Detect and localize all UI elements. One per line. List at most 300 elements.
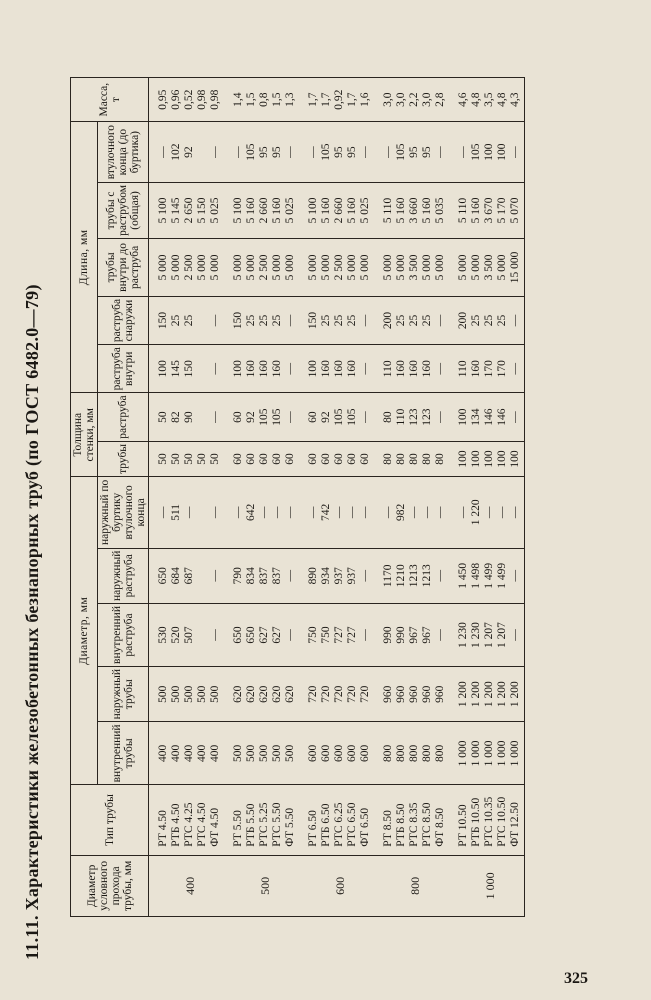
cell-d-out: 620 (245, 666, 258, 721)
cell-d-in: 400 (170, 722, 183, 785)
cell-d-out-s: — (284, 548, 299, 603)
cell-d-in-s: 727 (346, 604, 359, 667)
cell-l-pipe: 5 000 (149, 238, 171, 296)
cell-d-sleeve: — (408, 477, 421, 548)
cell-d-in-s: 520 (170, 604, 183, 667)
table-row (333, 78, 346, 917)
cell-d-sleeve: — (374, 477, 395, 548)
table-row (209, 78, 224, 917)
cell-type: ФТ 4.50 (209, 785, 224, 855)
cell-d-sleeve: — (483, 477, 496, 548)
cell-w-pipe: 100 (470, 441, 483, 476)
cell-l-total: 2 660 (258, 182, 271, 238)
cell-d-out-s: 684 (170, 548, 183, 603)
cell-l-sleeve: — (434, 122, 449, 183)
table-row (408, 78, 421, 917)
cell-mass: 4,8 (496, 78, 509, 122)
cell-w-pipe: 50 (149, 441, 171, 476)
cell-w-socket: 50 (149, 393, 171, 441)
cell-d-out: 620 (284, 666, 299, 721)
cell-l-pipe: 5 000 (470, 238, 483, 296)
cell-w-socket: 105 (333, 393, 346, 441)
cell-l-sleeve: 92 (183, 122, 196, 183)
header-wall-socket: раструба (98, 393, 149, 441)
cell-l-pipe: 5 000 (284, 238, 299, 296)
cell-mass: 1,4 (224, 78, 245, 122)
table-row (245, 78, 258, 917)
cell-l-s-out: 200 (449, 296, 470, 344)
cell-d-in: 500 (224, 722, 245, 785)
cell-d-sleeve: 642 (245, 477, 258, 548)
cell-w-pipe: 60 (333, 441, 346, 476)
cell-mass: 0,92 (333, 78, 346, 122)
cell-l-pipe: 5 000 (359, 238, 374, 296)
cell-d-in-s: 627 (271, 604, 284, 667)
cell-d-out-s: 837 (258, 548, 271, 603)
cond-diameter-cell: 800 (374, 855, 449, 916)
table-row (170, 78, 183, 917)
cell-type: РТС 10.35 (483, 785, 496, 855)
cell-w-socket: 90 (183, 393, 196, 441)
cell-w-pipe: 100 (496, 441, 509, 476)
cell-l-s-in (196, 345, 209, 393)
cell-type: РТС 10.50 (496, 785, 509, 855)
cell-mass: 1,7 (320, 78, 333, 122)
cell-d-out: 720 (299, 666, 320, 721)
header-socket-inner: раструба внутри (98, 345, 149, 393)
cell-d-in: 1 000 (449, 722, 470, 785)
cell-mass: 0,52 (183, 78, 196, 122)
table-row (183, 78, 196, 917)
cell-d-in: 1 000 (496, 722, 509, 785)
cell-d-in: 600 (320, 722, 333, 785)
table-row (359, 78, 374, 917)
header-socket-outer: раструба снаружи (98, 296, 149, 344)
cell-w-socket: 60 (224, 393, 245, 441)
cell-w-socket: — (509, 393, 525, 441)
cell-l-s-in: — (359, 345, 374, 393)
cell-l-pipe: 5 000 (271, 238, 284, 296)
cell-l-s-out (196, 296, 209, 344)
cell-d-out-s: 890 (299, 548, 320, 603)
cell-w-pipe: 60 (320, 441, 333, 476)
cell-mass: 0,95 (149, 78, 171, 122)
cell-d-in: 600 (359, 722, 374, 785)
cell-d-sleeve: — (421, 477, 434, 548)
cell-l-s-in: 110 (374, 345, 395, 393)
cell-w-pipe: 50 (170, 441, 183, 476)
pipes-table (70, 77, 525, 917)
cell-d-in: 500 (245, 722, 258, 785)
table-row (320, 78, 333, 917)
cell-d-sleeve: 1 220 (470, 477, 483, 548)
cell-l-s-in: 160 (320, 345, 333, 393)
cell-l-sleeve: 105 (320, 122, 333, 183)
cell-type: РТС 6.25 (333, 785, 346, 855)
cell-l-total: 3 660 (408, 182, 421, 238)
cell-l-sleeve: 95 (271, 122, 284, 183)
cell-d-sleeve: — (449, 477, 470, 548)
cell-w-pipe: 60 (346, 441, 359, 476)
cell-l-s-out: 25 (421, 296, 434, 344)
table-row (470, 78, 483, 917)
cell-l-pipe: 2 500 (333, 238, 346, 296)
table-row (149, 78, 171, 917)
cell-d-out-s: 1213 (408, 548, 421, 603)
cell-l-s-in: 100 (224, 345, 245, 393)
cell-l-sleeve: 102 (170, 122, 183, 183)
cell-l-total: 5 100 (224, 182, 245, 238)
cell-l-total: 3 670 (483, 182, 496, 238)
cell-l-s-in: 160 (395, 345, 408, 393)
cell-w-socket: 82 (170, 393, 183, 441)
header-mass: Масса, т (71, 78, 149, 122)
cell-w-pipe: 80 (434, 441, 449, 476)
cell-l-s-out: 150 (299, 296, 320, 344)
cell-d-sleeve: — (333, 477, 346, 548)
cell-l-pipe: 5 000 (374, 238, 395, 296)
cell-d-sleeve: — (224, 477, 245, 548)
cell-d-out-s: 1 450 (449, 548, 470, 603)
cell-w-pipe: 50 (209, 441, 224, 476)
cell-d-out-s: 1210 (395, 548, 408, 603)
cell-l-sleeve: 100 (496, 122, 509, 183)
cond-diameter-cell: 1 000 (449, 855, 525, 916)
cell-d-in-s: 967 (421, 604, 434, 667)
cell-d-in: 500 (271, 722, 284, 785)
cond-diameter-cell: 400 (149, 855, 225, 916)
cell-w-pipe: 50 (196, 441, 209, 476)
cell-l-total: 5 160 (470, 182, 483, 238)
cell-w-pipe: 100 (483, 441, 496, 476)
cell-d-in-s: 650 (245, 604, 258, 667)
cell-l-s-out: 25 (183, 296, 196, 344)
cell-l-sleeve: — (509, 122, 525, 183)
cell-w-pipe: 60 (258, 441, 271, 476)
cell-d-out-s: 1170 (374, 548, 395, 603)
cell-l-s-in: 160 (333, 345, 346, 393)
cell-l-pipe: 5 000 (209, 238, 224, 296)
cell-type: РТ 8.50 (374, 785, 395, 855)
cell-d-in-s: 1 207 (483, 604, 496, 667)
cell-d-in-s: — (359, 604, 374, 667)
cell-l-pipe: 5 000 (170, 238, 183, 296)
cell-l-s-in: — (284, 345, 299, 393)
cell-l-pipe: 5 000 (245, 238, 258, 296)
cell-l-s-out: 25 (170, 296, 183, 344)
table-row (284, 78, 299, 917)
cell-d-sleeve: — (346, 477, 359, 548)
cell-l-s-out: 25 (395, 296, 408, 344)
cell-l-sleeve: — (224, 122, 245, 183)
cell-l-s-out: 25 (258, 296, 271, 344)
cell-d-out-s: 937 (346, 548, 359, 603)
cell-d-sleeve: — (284, 477, 299, 548)
cell-mass: 2,2 (408, 78, 421, 122)
cell-l-s-out: 25 (483, 296, 496, 344)
cell-l-pipe: 5 000 (395, 238, 408, 296)
cell-d-in-s: 530 (149, 604, 171, 667)
cell-d-sleeve: — (299, 477, 320, 548)
cell-l-total: 2 650 (183, 182, 196, 238)
cell-d-in-s: — (509, 604, 525, 667)
table-row (496, 78, 509, 917)
cell-l-pipe: 3 500 (408, 238, 421, 296)
cell-type: РТ 5.50 (224, 785, 245, 855)
cell-type: РТС 5.50 (271, 785, 284, 855)
cell-w-pipe: 60 (271, 441, 284, 476)
cell-d-out: 500 (196, 666, 209, 721)
cell-d-out: 960 (421, 666, 434, 721)
cond-diameter-cell: 500 (224, 855, 299, 916)
cell-l-sleeve: 95 (346, 122, 359, 183)
cell-l-pipe: 2 500 (183, 238, 196, 296)
cell-l-s-in: 160 (346, 345, 359, 393)
cell-d-out: 960 (408, 666, 421, 721)
cell-d-in: 400 (196, 722, 209, 785)
cell-w-socket: 105 (271, 393, 284, 441)
cell-l-pipe: 5 000 (421, 238, 434, 296)
cell-w-pipe: 80 (395, 441, 408, 476)
cell-l-sleeve: — (359, 122, 374, 183)
cell-d-in-s: 1 207 (496, 604, 509, 667)
cell-w-socket: — (284, 393, 299, 441)
header-pipe-inside-socket: трубы внутри до раструба (98, 238, 149, 296)
cell-l-s-out: 150 (224, 296, 245, 344)
table-row (509, 78, 525, 917)
cell-type: ФТ 6.50 (359, 785, 374, 855)
cell-w-socket: 80 (374, 393, 395, 441)
cell-d-sleeve: — (434, 477, 449, 548)
cell-type: РТС 4.50 (196, 785, 209, 855)
cell-d-out: 960 (434, 666, 449, 721)
cell-w-pipe: 80 (374, 441, 395, 476)
cell-w-pipe: 100 (449, 441, 470, 476)
cell-type: РТ 4.50 (149, 785, 171, 855)
cell-d-out: 620 (271, 666, 284, 721)
cell-d-out: 1 200 (483, 666, 496, 721)
cell-d-out: 960 (374, 666, 395, 721)
cell-d-in: 800 (408, 722, 421, 785)
cell-d-out: 1 200 (470, 666, 483, 721)
cell-w-socket: 146 (496, 393, 509, 441)
cond-diameter-cell: 600 (299, 855, 374, 916)
cell-w-socket: 146 (483, 393, 496, 441)
cell-d-sleeve: — (496, 477, 509, 548)
cell-mass: 4,6 (449, 78, 470, 122)
header-diameter: Диаметр, мм (71, 477, 98, 785)
cell-w-pipe: 60 (359, 441, 374, 476)
cell-l-s-out: 25 (271, 296, 284, 344)
table-title: 11.11. Характеристики железобетонных безнапорных труб (по ГОСТ 6482.0—79) (22, 284, 42, 960)
cell-d-in: 600 (346, 722, 359, 785)
cell-d-out-s (196, 548, 209, 603)
header-row-1 (71, 78, 98, 917)
cell-w-socket: — (434, 393, 449, 441)
cell-l-total: 5 025 (284, 182, 299, 238)
cell-type: РТС 4.25 (183, 785, 196, 855)
cell-l-s-in: 170 (496, 345, 509, 393)
cell-l-s-out: — (434, 296, 449, 344)
cell-l-total: 5 160 (346, 182, 359, 238)
cell-d-out-s: 934 (320, 548, 333, 603)
cell-type: РТ 10.50 (449, 785, 470, 855)
cell-l-s-out: — (509, 296, 525, 344)
cell-l-pipe: 5 000 (449, 238, 470, 296)
cell-l-pipe: 5 000 (496, 238, 509, 296)
cell-w-socket: — (209, 393, 224, 441)
cell-d-in: 1 000 (470, 722, 483, 785)
cell-l-sleeve: — (209, 122, 224, 183)
header-wall-pipe: трубы (98, 441, 149, 476)
header-wall: Толщина стенки, мм (71, 393, 98, 477)
cell-mass: 1,6 (359, 78, 374, 122)
cell-d-in-s: 990 (395, 604, 408, 667)
cell-l-pipe: 5 000 (320, 238, 333, 296)
cell-l-s-in: 150 (183, 345, 196, 393)
table-row (421, 78, 434, 917)
cell-l-s-in: 160 (245, 345, 258, 393)
cell-l-s-out: — (209, 296, 224, 344)
cell-w-pipe: 60 (299, 441, 320, 476)
cell-d-in: 600 (299, 722, 320, 785)
table-row (271, 78, 284, 917)
cell-l-pipe: 5 000 (224, 238, 245, 296)
cell-d-in-s: — (434, 604, 449, 667)
cell-d-sleeve: — (149, 477, 171, 548)
header-sleeve-end: втулочного конца (до буртика) (98, 122, 149, 183)
cell-mass: 1,3 (284, 78, 299, 122)
cell-type: РТ 6.50 (299, 785, 320, 855)
cell-d-in-s: — (209, 604, 224, 667)
cell-type: РТС 8.35 (408, 785, 421, 855)
cell-d-out: 500 (209, 666, 224, 721)
cell-w-socket: 123 (421, 393, 434, 441)
cell-d-in: 500 (284, 722, 299, 785)
cell-l-pipe: 15 000 (509, 238, 525, 296)
table-row (224, 78, 245, 917)
table-row (374, 78, 395, 917)
cell-l-total: 5 100 (149, 182, 171, 238)
table-row (258, 78, 271, 917)
cell-d-sleeve: 982 (395, 477, 408, 548)
cell-d-out-s: — (359, 548, 374, 603)
cell-l-s-in: 160 (421, 345, 434, 393)
cell-l-total: 5 160 (245, 182, 258, 238)
cell-w-socket: — (359, 393, 374, 441)
cell-type: РТС 5.25 (258, 785, 271, 855)
cell-type: РТБ 4.50 (170, 785, 183, 855)
cell-w-pipe: 60 (224, 441, 245, 476)
cell-d-out-s: 790 (224, 548, 245, 603)
cell-type: РТБ 5.50 (245, 785, 258, 855)
cell-d-in: 800 (434, 722, 449, 785)
header-outer-sleeve: наружный по буртику втулочного конца (98, 477, 149, 548)
cell-w-pipe: 60 (245, 441, 258, 476)
cell-d-out: 620 (224, 666, 245, 721)
cell-l-pipe: 5 000 (346, 238, 359, 296)
cell-l-sleeve: — (449, 122, 470, 183)
cell-d-in: 1 000 (509, 722, 525, 785)
cell-l-pipe: 5 000 (299, 238, 320, 296)
cell-l-sleeve: 100 (483, 122, 496, 183)
cell-d-out: 720 (333, 666, 346, 721)
header-pipe-with-socket: трубы с раструбом (общая) (98, 182, 149, 238)
cell-w-pipe: 60 (284, 441, 299, 476)
cell-w-socket: 92 (245, 393, 258, 441)
cell-l-s-in: 110 (449, 345, 470, 393)
cell-type: ФТ 12.50 (509, 785, 525, 855)
cell-d-sleeve: — (271, 477, 284, 548)
cell-l-s-out: 25 (470, 296, 483, 344)
cell-l-pipe: 5 000 (434, 238, 449, 296)
cell-l-sleeve (196, 122, 209, 183)
cell-mass: 1,7 (299, 78, 320, 122)
cell-d-sleeve: — (359, 477, 374, 548)
cell-d-out-s: 1213 (421, 548, 434, 603)
cell-d-in: 1 000 (483, 722, 496, 785)
cell-type: РТБ 6.50 (320, 785, 333, 855)
cell-d-out-s: — (509, 548, 525, 603)
cell-d-sleeve: — (209, 477, 224, 548)
page-number: 325 (564, 970, 588, 987)
cell-l-total: 5 170 (496, 182, 509, 238)
table-row (346, 78, 359, 917)
cell-l-s-out: 25 (333, 296, 346, 344)
cell-d-in-s (196, 604, 209, 667)
table-row (196, 78, 209, 917)
cell-mass: 0,98 (209, 78, 224, 122)
cell-l-sleeve: — (299, 122, 320, 183)
cell-d-out-s: 837 (271, 548, 284, 603)
cell-mass: 3,0 (374, 78, 395, 122)
cell-type: ФТ 8.50 (434, 785, 449, 855)
cell-w-pipe: 80 (421, 441, 434, 476)
cell-mass: 0,96 (170, 78, 183, 122)
cell-type: РТБ 10.50 (470, 785, 483, 855)
cell-l-s-in: 170 (483, 345, 496, 393)
cell-w-socket: 110 (395, 393, 408, 441)
cell-mass: 0,98 (196, 78, 209, 122)
cell-l-s-in: — (434, 345, 449, 393)
cell-l-total: 5 110 (374, 182, 395, 238)
cell-l-total: 5 160 (271, 182, 284, 238)
cell-l-sleeve: — (284, 122, 299, 183)
cell-l-total: 2 660 (333, 182, 346, 238)
cell-l-total: 5 110 (449, 182, 470, 238)
cell-d-out: 720 (359, 666, 374, 721)
cell-w-socket: 100 (449, 393, 470, 441)
cell-l-s-out: 25 (320, 296, 333, 344)
cell-d-out-s: 834 (245, 548, 258, 603)
cell-l-total: 5 025 (359, 182, 374, 238)
cell-l-total: 5 160 (421, 182, 434, 238)
cell-d-out-s: — (434, 548, 449, 603)
cell-l-s-in: 160 (408, 345, 421, 393)
cell-l-total: 5 145 (170, 182, 183, 238)
cell-d-out: 1 200 (509, 666, 525, 721)
cell-l-total: 5 160 (395, 182, 408, 238)
cell-l-s-out: 25 (346, 296, 359, 344)
cell-d-in: 400 (209, 722, 224, 785)
cell-d-in-s: 650 (224, 604, 245, 667)
cell-l-total: 5 160 (320, 182, 333, 238)
cell-d-out-s: — (209, 548, 224, 603)
cell-d-out-s: 1 498 (470, 548, 483, 603)
cell-d-in: 400 (183, 722, 196, 785)
cell-l-total: 5 035 (434, 182, 449, 238)
cell-l-pipe: 2 500 (258, 238, 271, 296)
